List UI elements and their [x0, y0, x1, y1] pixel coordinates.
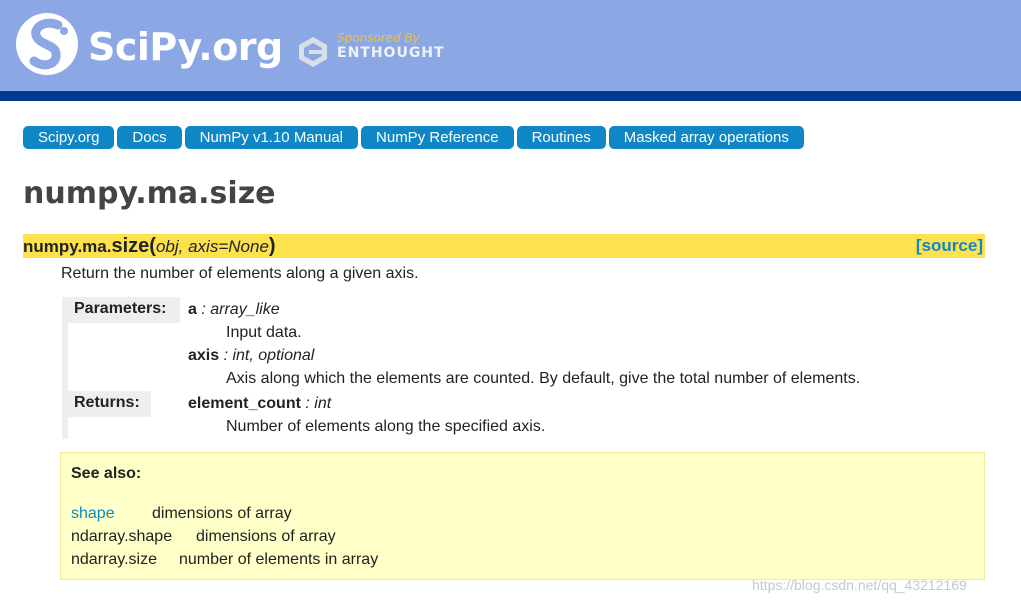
param-a [188, 299, 280, 321]
see-also-item [71, 503, 292, 525]
param-type: : int, optional [219, 347, 315, 364]
return-element-count [188, 393, 331, 415]
header-divider [0, 91, 1021, 101]
param-name: axis [188, 347, 220, 364]
enthought-logo-icon[interactable] [296, 35, 330, 69]
signature-open-paren: ( [149, 235, 156, 257]
see-also-desc: dimensions of array [152, 505, 292, 522]
signature-function-name: size [111, 235, 150, 257]
param-axis [188, 345, 314, 367]
see-also-title: See also: [71, 465, 142, 482]
function-signature [23, 234, 985, 258]
logo-text[interactable]: SciPy.org [88, 25, 283, 69]
watermark: https://blog.csdn.net/qq_43212169 [752, 577, 967, 593]
param-name: a [188, 301, 197, 318]
see-also-desc: number of elements in array [179, 551, 379, 568]
breadcrumb-docs[interactable]: Docs [117, 126, 181, 149]
param-type: : array_like [196, 301, 280, 318]
parameters-label: Parameters: [62, 297, 180, 323]
return-type: : int [300, 395, 332, 412]
see-also-item [71, 526, 336, 548]
source-link[interactable]: [source] [915, 236, 983, 255]
breadcrumb [23, 126, 804, 149]
page-title: numpy.ma.size [23, 176, 276, 211]
see-also-name: ndarray.shape [71, 528, 173, 545]
see-also-link-shape[interactable]: shape [71, 505, 115, 522]
breadcrumb-numpy-reference[interactable]: NumPy Reference [361, 126, 514, 149]
breadcrumb-routines[interactable]: Routines [517, 126, 606, 149]
returns-label: Returns: [62, 391, 151, 417]
function-description: Return the number of elements along a given axis. [61, 265, 419, 282]
param-desc: Input data. [226, 324, 302, 341]
breadcrumb-masked-array-operations[interactable]: Masked array operations [609, 126, 804, 149]
breadcrumb-numpy-manual[interactable]: NumPy v1.10 Manual [185, 126, 358, 149]
see-also-desc: dimensions of array [196, 528, 336, 545]
return-desc: Number of elements along the specified axis. [226, 418, 546, 435]
site-header [0, 0, 1021, 91]
sponsor-name[interactable]: ENTHOUGHT [337, 45, 445, 61]
signature-module: numpy.ma. [23, 237, 112, 256]
see-also-box [60, 452, 985, 580]
param-desc: Axis along which the elements are counted. By default, give the total number of elements. [226, 370, 861, 387]
see-also-name: ndarray.size [71, 551, 157, 568]
sponsored-by-label: Sponsored By [337, 31, 420, 45]
return-name: element_count [188, 395, 301, 412]
scipy-logo-icon[interactable] [14, 11, 80, 77]
signature-args: obj, axis=None [155, 237, 269, 256]
breadcrumb-scipy-org[interactable]: Scipy.org [23, 126, 114, 149]
signature-close-paren: ) [268, 235, 276, 257]
see-also-item [71, 549, 379, 571]
